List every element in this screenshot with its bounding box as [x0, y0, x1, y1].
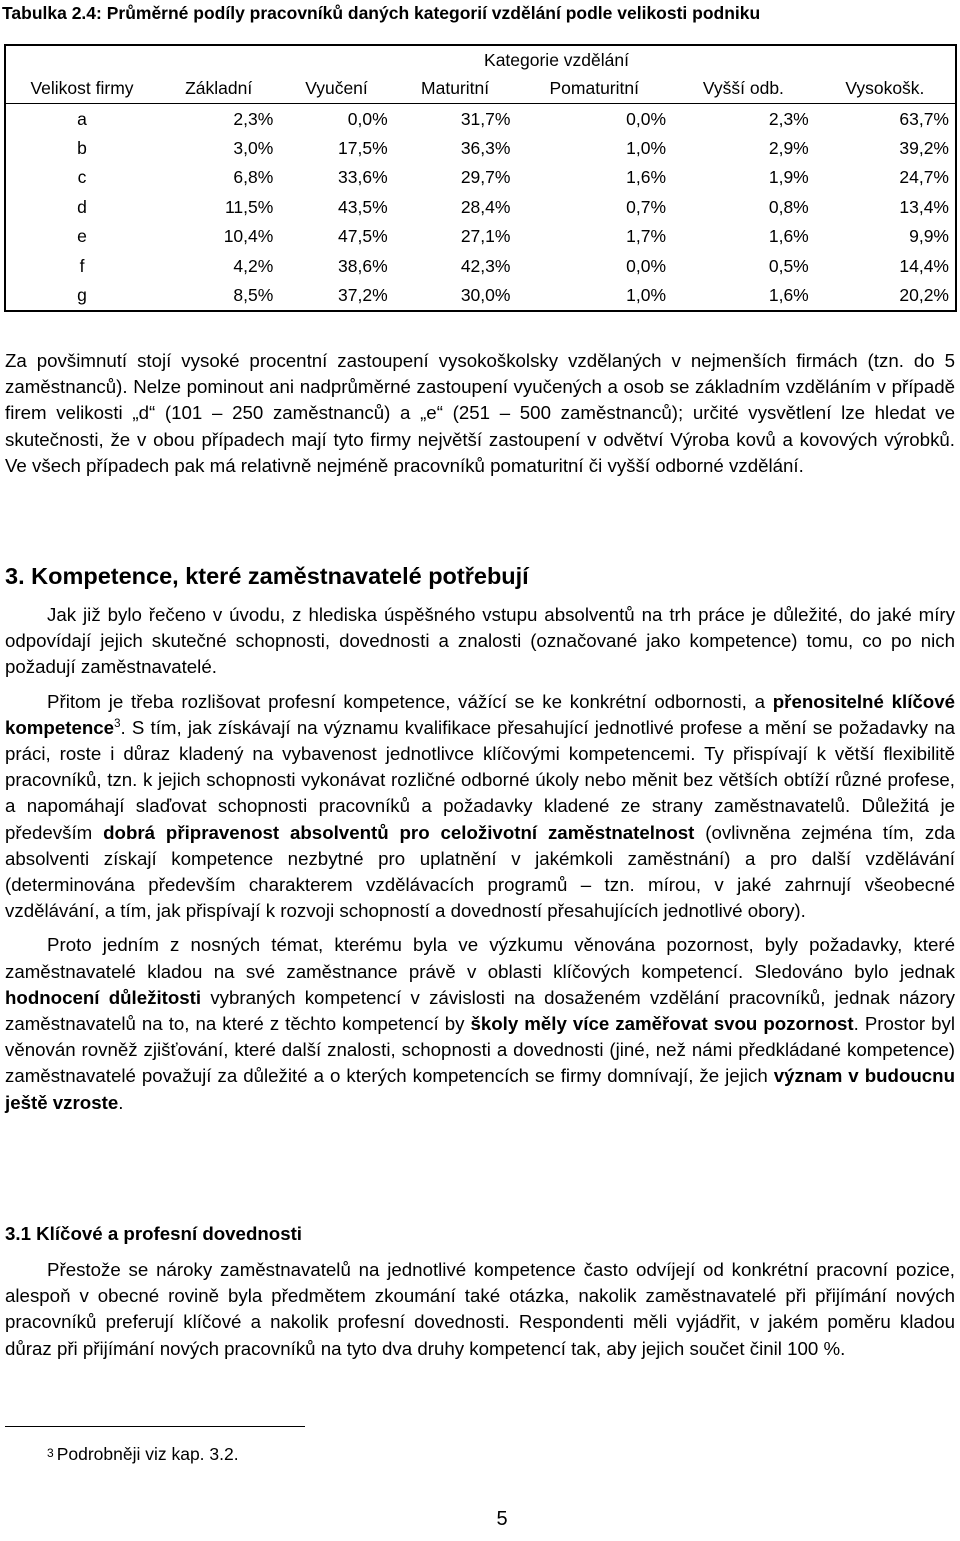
text-run: . [118, 1091, 124, 1113]
table-header-cell: Základní [158, 74, 279, 104]
table-row [5, 251, 956, 280]
firm-size-cell: b [77, 137, 87, 158]
text-run: . S tím, jak získávají na významu kvalifikace přesahující jednotlivé profese a mění se požadavky na práci, roste i důraz kladený na vybavenost jednotlivce klíčovými kompetencemi. Ty přispívají k větší flexibilitě pracovníků, tzn. k jejich schopnosti vykonávat rozličné odborné úkoly nebo měnit bez větších obtíží různé profese, a napomáhají slaďovat schopnosti pracovníků a požadavky kladené ze strany zaměstnavatelů. Důležitá je především [5, 716, 955, 843]
text-run: vybraných kompetencí v závislosti na dosaženém vzdělání pracovníků, jednak názory zaměstnavatelů na to, na které z těchto kompetencí by [5, 986, 955, 1035]
section-heading-3: 3. Kompetence, které zaměstnavatelé potřebují [5, 563, 529, 589]
share-cell: 4,2% [233, 255, 274, 276]
footnote [47, 1444, 239, 1465]
table-header-cell: Vysokošk. [815, 74, 956, 104]
bold-run: význam v budoucnu ještě vzroste [5, 1065, 955, 1113]
table-row [5, 134, 956, 163]
share-cell: 10,4% [223, 226, 274, 247]
table-header-cell: Pomaturitní [516, 74, 672, 104]
paragraph-4: Přestože se nároky zaměstnavatelů na jednotlivé kompetence často odvíjejí od konkrétní pracovní pozice, alespoň v obecné rovině byla předmětem zkoumání také otázka, nakolik zaměstnavatelé při přijímání nových pracovníků preferují klíčové a nakolik profesní dovednosti. Respondenti měli vyjádřit, v jakém poměru kladou důraz při přijímání nových pracovníků na tyto dva druhy kompetencí tak, aby jejich součet činil 100 %. [5, 1259, 955, 1359]
share-cell: 1,0% [626, 284, 667, 305]
bold-run: školy měly více zaměřovat svou pozornost [470, 1013, 854, 1035]
share-cell: 0,0% [626, 255, 667, 276]
share-cell: 24,7% [899, 167, 949, 188]
share-cell: 1,7% [626, 226, 667, 247]
table-row [5, 193, 956, 222]
share-cell: 13,4% [899, 196, 949, 217]
share-cell: 0,0% [626, 108, 667, 129]
share-cell: 42,3% [460, 255, 511, 276]
share-cell: 1,6% [768, 226, 809, 247]
share-cell: 2,9% [768, 137, 809, 158]
table-header-row [5, 74, 956, 104]
text-run: Proto jedním z nosných témat, kterému byla ve výzkumu věnována pozornost, byly požadavky, které zaměstnavatelé kladou na své zaměstnance právě v oblasti klíčových kompetencí. Sledováno bylo jednak [5, 934, 955, 982]
section-3-body [5, 602, 955, 1116]
share-cell: 2,3% [233, 108, 274, 129]
paragraph-2 [5, 689, 955, 925]
table-row [5, 222, 956, 251]
table-header-cell: Vyšší odb. [672, 74, 815, 104]
share-cell: 0,7% [626, 196, 667, 217]
page-number: 5 [496, 1508, 508, 1530]
share-cell: 29,7% [460, 167, 511, 188]
firm-size-cell: a [77, 108, 87, 129]
share-cell: 0,5% [768, 255, 809, 276]
share-cell: 28,4% [460, 196, 511, 217]
share-cell: 27,1% [460, 226, 511, 247]
share-cell: 6,8% [233, 167, 274, 188]
table-header-cell-empty [5, 45, 158, 74]
share-cell: 2,3% [768, 108, 809, 129]
table-header-cell: Vyučení [279, 74, 393, 104]
text-run: Přitom je třeba rozlišovat profesní kompetence, vážící se ke konkrétní odbornosti, a [47, 690, 773, 712]
share-cell: 30,0% [460, 284, 511, 305]
share-cell: 1,9% [768, 167, 809, 188]
table-row [5, 104, 956, 134]
bold-run: hodnocení důležitosti [5, 986, 202, 1008]
bold-run: dobrá připravenost absolventů pro celoživotní zaměstnatelnost [103, 821, 695, 843]
share-cell: 0,8% [768, 196, 809, 217]
table-header-cell: Velikost firmy [5, 74, 158, 104]
footnote-number: 3 [47, 1446, 54, 1460]
share-cell: 20,2% [899, 284, 949, 305]
firm-size-cell: g [77, 284, 87, 305]
share-cell: 36,3% [460, 137, 511, 158]
intro-paragraph: Za povšimnutí stojí vysoké procentní zastoupení vysokoškolsky vzdělaných v nejmenších firmách (tzn. do 5 zaměstnanců). Nelze pominout ani nadprůměrné zastoupení vyučených a osob se základním vzděláním v případě firem velikosti „d“ (101 – 250 zaměstnanců) a „e“ (251 – 500 zaměstnanců); určité vysvětlení lze hledat ve skutečnosti, že v obou případech mají tyto firmy největší zastoupení v odvětví Výroba kovů a kovových výrobků. Ve všech případech pak má relativně nejméně pracovníků pomaturitní či vyšší odborné vzdělání. [5, 350, 955, 476]
bold-run: přenositelné klíčové kompetence [5, 690, 955, 738]
share-cell: 0,0% [347, 108, 388, 129]
intro-paragraph-block [5, 348, 955, 479]
footnote-divider [5, 1426, 305, 1427]
share-cell: 14,4% [899, 255, 949, 276]
education-table [4, 44, 957, 312]
footnote-ref[interactable]: 3 [114, 717, 121, 730]
share-cell: 8,5% [233, 284, 274, 305]
paragraph-3 [5, 932, 955, 1115]
share-cell: 38,6% [338, 255, 388, 276]
firm-size-cell: e [77, 226, 87, 247]
paragraph-1: Jak již bylo řečeno v úvodu, z hlediska úspěšného vstupu absolventů na trh práce je důležité, do jaké míry odpovídají jejich skutečné schopnosti, dovednosti a znalosti (označované jako kompetence) tomu, co po nich požadují zaměstnavatelé. [5, 604, 955, 678]
text-run: (ovlivněna zejména tím, zda absolventi získají kompetence nezbytné pro uplatnění v jakémkoli zaměstnání) a pro další vzdělávání (determinována především charakterem vzdělávacích programů – tzn. mírou, v jaké zahrnují všeobecné vzdělávání, a tím, jak přispívají k rozvoji schopností a dovedností přesahujících jednotlivé obory). [5, 821, 956, 922]
share-cell: 1,0% [626, 137, 667, 158]
table-row [5, 281, 956, 311]
share-cell: 31,7% [460, 108, 511, 129]
firm-size-cell: c [77, 167, 87, 188]
share-cell: 33,6% [338, 167, 388, 188]
share-cell: 63,7% [899, 108, 949, 129]
table-header-cell: Maturitní [394, 74, 517, 104]
share-cell: 3,0% [233, 137, 274, 158]
table-group-header: Kategorie vzdělání [484, 49, 629, 70]
table-row [5, 163, 956, 192]
table-group-header-row [5, 45, 956, 74]
share-cell: 11,5% [224, 196, 274, 217]
share-cell: 47,5% [338, 226, 388, 247]
table-caption: Tabulka 2.4: Průměrné podíly pracovníků daných kategorií vzdělání podle velikosti podniku [2, 3, 761, 23]
footnote-text: Podrobněji viz kap. 3.2. [56, 1444, 239, 1464]
text-run: . Prostor byl věnován rovněž zjišťování, které další znalosti, schopnosti a dovednosti (jiné, než námi předkládané kompetence) zaměstnavatelé považují za důležité a o kterých kompetencích se firmy domnívají, že jejich [5, 1013, 955, 1087]
education-table-body [5, 45, 956, 311]
share-cell: 1,6% [626, 167, 667, 188]
share-cell: 37,2% [338, 284, 388, 305]
share-cell: 43,5% [338, 196, 388, 217]
section-heading-3-1: 3.1 Klíčové a profesní dovednosti [5, 1223, 303, 1244]
section-3-1-body [5, 1257, 955, 1362]
share-cell: 39,2% [899, 137, 949, 158]
firm-size-cell: d [77, 196, 87, 217]
firm-size-cell: f [79, 255, 85, 276]
share-cell: 17,5% [338, 137, 388, 158]
share-cell: 1,6% [768, 284, 809, 305]
share-cell: 9,9% [909, 226, 949, 247]
